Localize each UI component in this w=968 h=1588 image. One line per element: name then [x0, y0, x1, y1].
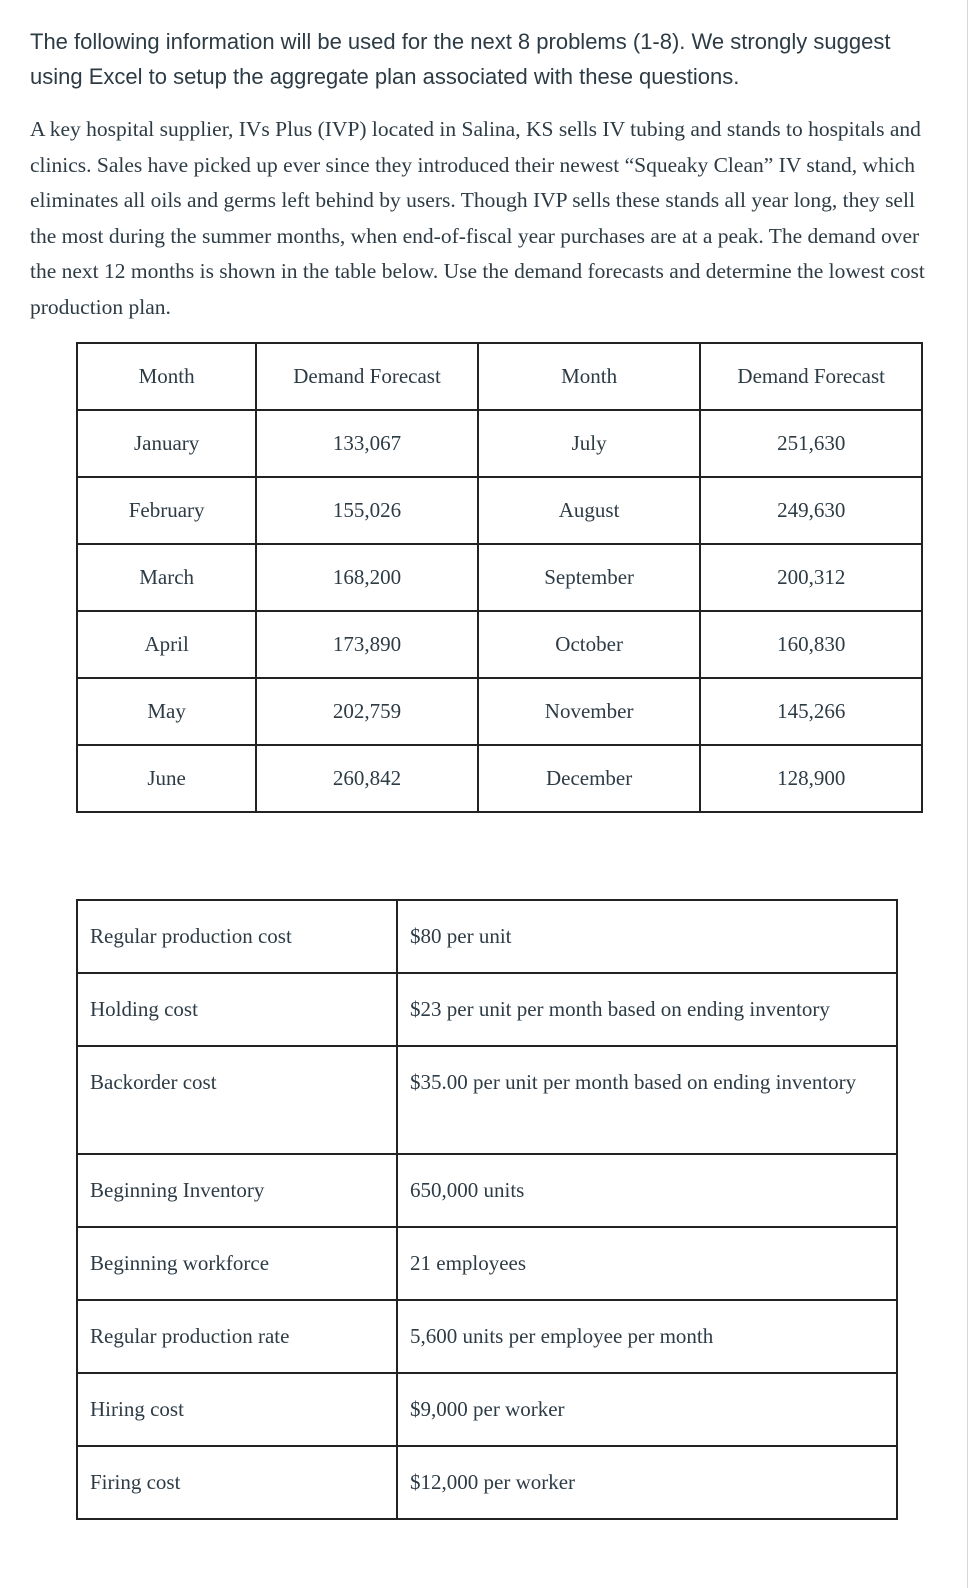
header-cell: Demand Forecast — [700, 343, 922, 410]
parameter-label: Backorder cost — [77, 1046, 397, 1154]
cost-parameters-table — [76, 899, 898, 1520]
table-header-row — [77, 343, 922, 410]
parameter-value: $23 per unit per month based on ending inventory — [397, 973, 897, 1046]
month-cell: December — [478, 745, 701, 812]
table-row — [77, 1227, 897, 1300]
table-row — [77, 1154, 897, 1227]
table-row — [77, 973, 897, 1046]
table-row — [77, 1046, 897, 1154]
parameter-value: $35.00 per unit per month based on ending inventory — [397, 1046, 897, 1154]
month-cell: November — [478, 678, 701, 745]
table-row — [77, 544, 922, 611]
demand-cell: 155,026 — [256, 477, 478, 544]
parameter-label: Beginning Inventory — [77, 1154, 397, 1227]
parameter-value: 5,600 units per employee per month — [397, 1300, 897, 1373]
month-cell: October — [478, 611, 701, 678]
month-cell: August — [478, 477, 701, 544]
month-cell: April — [77, 611, 256, 678]
demand-cell: 200,312 — [700, 544, 922, 611]
table-row — [77, 1373, 897, 1446]
table-row — [77, 477, 922, 544]
header-cell: Month — [478, 343, 701, 410]
intro-text: The following information will be used for the next 8 problems (1-8). We strongly suggest using Excel to setup the aggregate plan associated with these questions. — [30, 29, 891, 89]
parameter-label: Firing cost — [77, 1446, 397, 1519]
demand-cell: 173,890 — [256, 611, 478, 678]
month-cell: September — [478, 544, 701, 611]
table-row — [77, 410, 922, 477]
month-cell: March — [77, 544, 256, 611]
header-cell: Demand Forecast — [256, 343, 478, 410]
table-row — [77, 745, 922, 812]
month-cell: July — [478, 410, 701, 477]
parameter-label: Hiring cost — [77, 1373, 397, 1446]
month-cell: May — [77, 678, 256, 745]
parameter-value: $12,000 per worker — [397, 1446, 897, 1519]
month-cell: January — [77, 410, 256, 477]
parameter-value: 650,000 units — [397, 1154, 897, 1227]
parameter-label: Beginning workforce — [77, 1227, 397, 1300]
table-row — [77, 1300, 897, 1373]
demand-cell: 133,067 — [256, 410, 478, 477]
parameter-label: Holding cost — [77, 973, 397, 1046]
month-cell: February — [77, 477, 256, 544]
table-row — [77, 678, 922, 745]
table-row — [77, 1446, 897, 1519]
month-cell: June — [77, 745, 256, 812]
demand-cell: 160,830 — [700, 611, 922, 678]
demand-cell: 128,900 — [700, 745, 922, 812]
demand-cell: 202,759 — [256, 678, 478, 745]
demand-cell: 249,630 — [700, 477, 922, 544]
demand-cell: 260,842 — [256, 745, 478, 812]
parameter-label: Regular production cost — [77, 900, 397, 973]
parameter-value: $80 per unit — [397, 900, 897, 973]
parameter-value: 21 employees — [397, 1227, 897, 1300]
demand-cell: 145,266 — [700, 678, 922, 745]
table-row — [77, 611, 922, 678]
demand-cell: 251,630 — [700, 410, 922, 477]
demand-forecast-table — [76, 342, 923, 813]
header-cell: Month — [77, 343, 256, 410]
parameter-label: Regular production rate — [77, 1300, 397, 1373]
table-row — [77, 900, 897, 973]
problem-paragraph: A key hospital supplier, IVs Plus (IVP) located in Salina, KS sells IV tubing and stands to hospitals and clinics. Sales have picked up ever since they introduced their newest “Squeaky Clean” IV stand, which eliminates all oils and germs left behind by users. Though IVP sells these stands all year long, they sell the most during the summer months, when end-of-fiscal year purchases are at a peak. The demand over the next 12 months is shown in the table below. Use the demand forecasts and determine the lowest cost production plan. — [30, 117, 925, 319]
parameter-value: $9,000 per worker — [397, 1373, 897, 1446]
demand-cell: 168,200 — [256, 544, 478, 611]
